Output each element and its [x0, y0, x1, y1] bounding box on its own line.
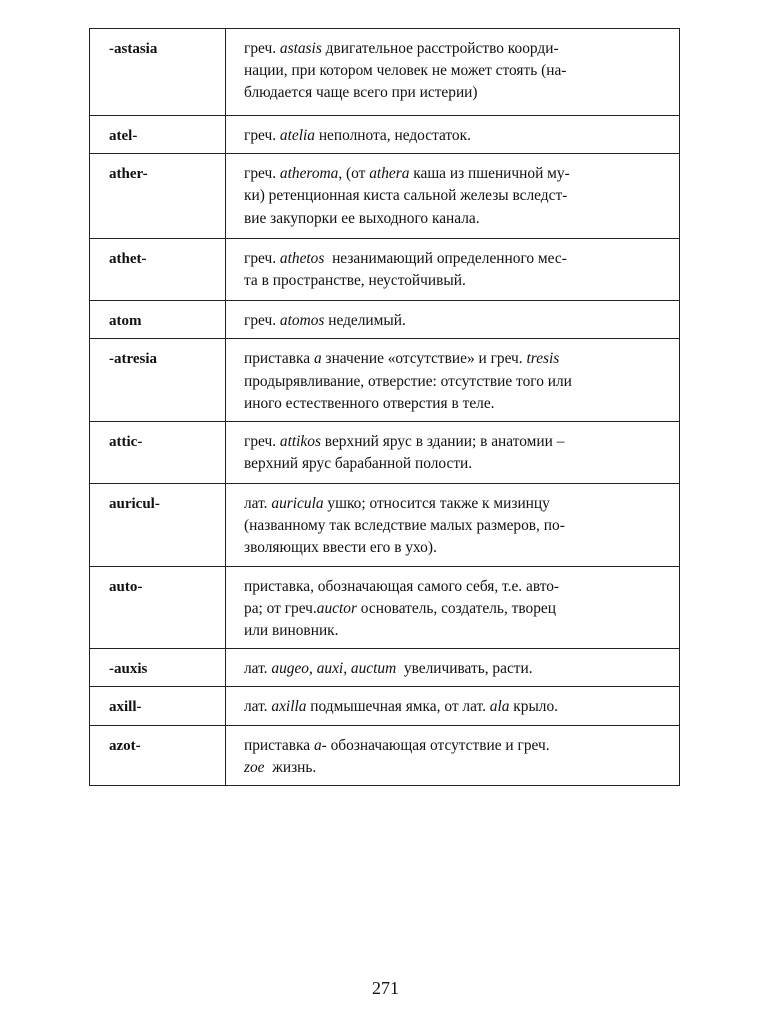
glossary-row [90, 301, 680, 339]
definition-etymon: astasis [279, 40, 322, 57]
definition-line [244, 515, 661, 537]
entry-definition [226, 239, 680, 301]
definition-line [244, 431, 661, 453]
definition-line [244, 576, 661, 598]
definition-etymon: atelia [279, 127, 315, 144]
entry-term: axill- [90, 687, 226, 725]
definition-text: блюдается чаще всего при истерии) [244, 84, 478, 102]
entry-term: athet- [90, 239, 226, 301]
definition-etymon: a- [313, 736, 327, 754]
definition-text: двигательное расстройство коорди- [321, 40, 559, 57]
definition-line [244, 163, 661, 185]
definition-line [244, 453, 661, 475]
definition-line [244, 757, 661, 779]
definition-text: обозначающая отсутствие и греч. [326, 736, 550, 754]
entry-term: azot- [90, 725, 226, 785]
definition-text: приставка [244, 736, 314, 754]
glossary-row [90, 566, 680, 649]
entry-term: auricul- [90, 484, 226, 567]
definition-etymon: tresis [526, 350, 560, 368]
entry-term: -atresia [90, 339, 226, 422]
entry-definition [226, 484, 680, 567]
glossary-row [90, 649, 680, 687]
definition-line [244, 658, 661, 680]
definition-text: каша из пшеничной му- [409, 165, 570, 183]
definition-etymon: a [313, 350, 322, 368]
entry-term: -astasia [90, 29, 226, 116]
definition-text: неделимый. [324, 312, 406, 330]
definition-line [244, 393, 661, 415]
definition-text: верхний ярус в здании; в анатомии – [320, 433, 565, 451]
entry-term: atom [90, 301, 226, 339]
entry-definition [226, 687, 680, 725]
definition-line [244, 125, 661, 147]
glossary-row [90, 687, 680, 725]
glossary-row [90, 339, 680, 422]
definition-text: лат. [244, 660, 272, 678]
definition-line [244, 270, 661, 292]
definition-etymon: attikos [279, 433, 321, 451]
definition-text: основатель, создатель, творец [356, 599, 556, 617]
definition-line [244, 208, 661, 230]
definition-text: верхний ярус барабанной полости. [244, 455, 473, 473]
entry-definition [226, 566, 680, 649]
definition-line [244, 620, 661, 642]
glossary-row [90, 725, 680, 785]
glossary-body [90, 29, 680, 786]
definition-line [244, 248, 661, 270]
definition-etymon: zoe [244, 758, 265, 776]
definition-text: лат. [244, 698, 272, 716]
definition-line [244, 60, 661, 82]
definition-line [244, 38, 661, 60]
entry-definition [226, 649, 680, 687]
definition-text: крыло. [509, 698, 559, 716]
definition-line [244, 82, 661, 104]
definition-line [244, 185, 661, 207]
definition-text: греч. [244, 250, 280, 268]
definition-text: греч. [244, 40, 280, 57]
definition-text: ки) ретенционная киста сальной железы вследст- [244, 187, 568, 205]
definition-text: та в пространстве, неустойчивый. [244, 272, 466, 290]
definition-etymon: atomos [279, 312, 325, 330]
definition-etymon: auctor [316, 599, 357, 617]
definition-text: (названному так вследствие малых размеров, по- [244, 517, 565, 535]
definition-text: ра; от греч. [244, 599, 317, 617]
entry-definition [226, 301, 680, 339]
glossary-row [90, 154, 680, 239]
definition-etymon: ala [489, 698, 510, 716]
definition-text: или виновник. [244, 622, 339, 640]
definition-text: нации, при котором человек не может стоять (на- [244, 62, 567, 80]
entry-definition [226, 422, 680, 484]
definition-text: греч. [244, 433, 280, 451]
definition-text: , (от [338, 165, 370, 183]
entry-definition [226, 154, 680, 239]
definition-text: иного естественного отверстия в теле. [244, 394, 495, 412]
entry-term: ather- [90, 154, 226, 239]
definition-etymon: axilla [271, 698, 307, 716]
definition-text: лат. [244, 495, 272, 513]
entry-definition [226, 29, 680, 116]
definition-etymon: athetos [279, 250, 325, 268]
definition-etymon: auricula [271, 495, 324, 513]
definition-line [244, 598, 661, 620]
glossary-row [90, 116, 680, 154]
page-number: 271 [372, 978, 399, 998]
definition-text: неполнота, недостаток. [314, 127, 471, 144]
definition-line [244, 537, 661, 559]
definition-etymon: athera [369, 165, 410, 183]
definition-text: продырявливание, отверстие: отсутствие того или [244, 372, 572, 390]
entry-term: attic- [90, 422, 226, 484]
definition-line [244, 310, 661, 332]
glossary-table [89, 28, 680, 786]
glossary-row [90, 422, 680, 484]
definition-text: приставка [244, 350, 314, 368]
definition-text: жизнь. [264, 758, 317, 776]
entry-definition [226, 116, 680, 154]
definition-line [244, 371, 661, 393]
definition-line [244, 735, 661, 757]
definition-text: вие закупорки ее выходного канала. [244, 209, 480, 227]
definition-text: греч. [244, 312, 280, 330]
definition-text: увеличивать, расти. [396, 660, 533, 678]
definition-line [244, 493, 661, 515]
entry-definition [226, 725, 680, 785]
definition-line [244, 696, 661, 718]
entry-term: atel- [90, 116, 226, 154]
definition-etymon: atheroma [279, 165, 339, 183]
definition-text: значение «отсутствие» и греч. [321, 350, 527, 368]
definition-text: приставка, обозначающая самого себя, т.е. авто- [244, 577, 560, 595]
definition-text: подмышечная ямка, от лат. [306, 698, 490, 716]
glossary-row [90, 29, 680, 116]
definition-text: ушко; относится также к мизинцу [323, 495, 550, 513]
entry-term: auto- [90, 566, 226, 649]
definition-etymon: augeo, auxi, auctum [271, 660, 397, 678]
entry-term: -auxis [90, 649, 226, 687]
glossary-row [90, 484, 680, 567]
definition-line [244, 348, 661, 370]
definition-text: незанимающий определенного мес- [324, 250, 567, 268]
definition-text: греч. [244, 127, 280, 144]
definition-text: зволяющих ввести его в ухо). [244, 539, 437, 557]
entry-definition [226, 339, 680, 422]
definition-text: греч. [244, 165, 280, 183]
glossary-row [90, 239, 680, 301]
